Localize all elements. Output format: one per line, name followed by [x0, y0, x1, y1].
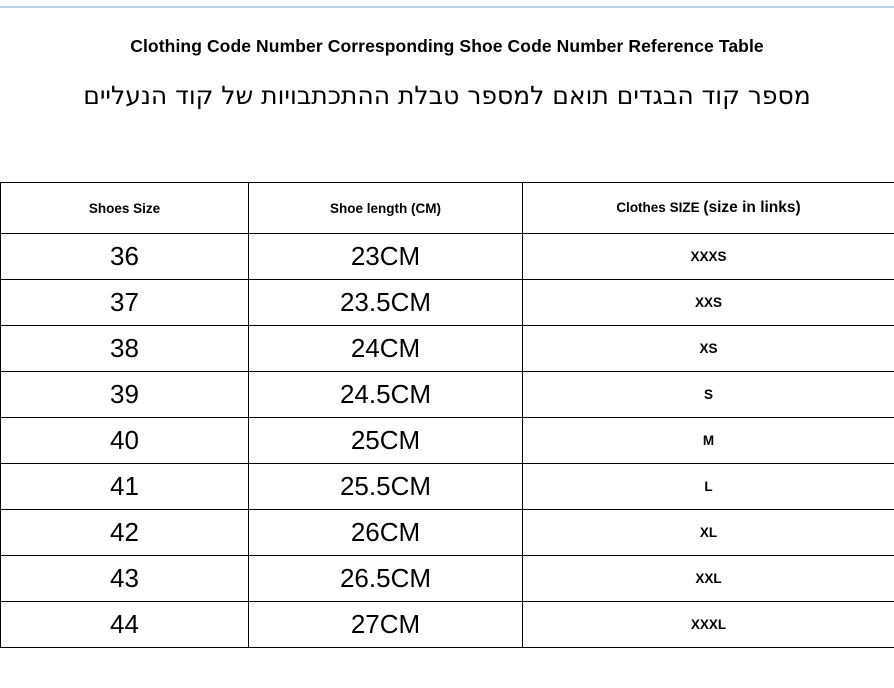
table-row — [1, 280, 894, 326]
top-divider — [0, 6, 894, 8]
table-row — [1, 510, 894, 556]
column-header-shoe-length: Shoe length (CM) — [249, 183, 523, 234]
cell-shoes-size: 40 — [1, 418, 249, 464]
table-row — [1, 326, 894, 372]
cell-shoe-length: 24CM — [249, 326, 523, 372]
cell-clothes-size: XS — [523, 326, 894, 372]
cell-shoe-length: 26CM — [249, 510, 523, 556]
cell-shoe-length: 23CM — [249, 234, 523, 280]
cell-shoe-length: 24.5CM — [249, 372, 523, 418]
cell-shoes-size: 44 — [1, 602, 249, 648]
cell-clothes-size: M — [523, 418, 894, 464]
cell-shoes-size: 39 — [1, 372, 249, 418]
table-row — [1, 234, 894, 280]
cell-clothes-size: S — [523, 372, 894, 418]
cell-clothes-size: XXXL — [523, 602, 894, 648]
clothes-size-note: (size in links) — [703, 199, 801, 216]
cell-shoe-length: 26.5CM — [249, 556, 523, 602]
size-reference-table — [0, 182, 894, 648]
cell-shoes-size: 43 — [1, 556, 249, 602]
cell-shoes-size: 38 — [1, 326, 249, 372]
table-row — [1, 602, 894, 648]
cell-clothes-size: XXS — [523, 280, 894, 326]
cell-clothes-size: XXXS — [523, 234, 894, 280]
cell-clothes-size: XL — [523, 510, 894, 556]
hebrew-subtitle: מספר קוד הבגדים תואם למספר טבלת ההתכתבויות של קוד הנעליים — [83, 81, 811, 110]
cell-clothes-size: L — [523, 464, 894, 510]
table-row — [1, 418, 894, 464]
cell-shoes-size: 42 — [1, 510, 249, 556]
clothes-size-label: Clothes SIZE — [616, 200, 700, 215]
table-row — [1, 556, 894, 602]
table-header-row — [1, 183, 894, 234]
page-title: Clothing Code Number Corresponding Shoe Code Number Reference Table — [130, 36, 764, 56]
table-row — [1, 464, 894, 510]
cell-shoe-length: 25.5CM — [249, 464, 523, 510]
cell-shoe-length: 25CM — [249, 418, 523, 464]
column-header-shoes-size: Shoes Size — [1, 183, 249, 234]
cell-shoes-size: 36 — [1, 234, 249, 280]
table-row — [1, 372, 894, 418]
cell-shoes-size: 37 — [1, 280, 249, 326]
cell-shoe-length: 27CM — [249, 602, 523, 648]
cell-clothes-size: XXL — [523, 556, 894, 602]
column-header-clothes-size — [523, 183, 894, 234]
cell-shoes-size: 41 — [1, 464, 249, 510]
cell-shoe-length: 23.5CM — [249, 280, 523, 326]
